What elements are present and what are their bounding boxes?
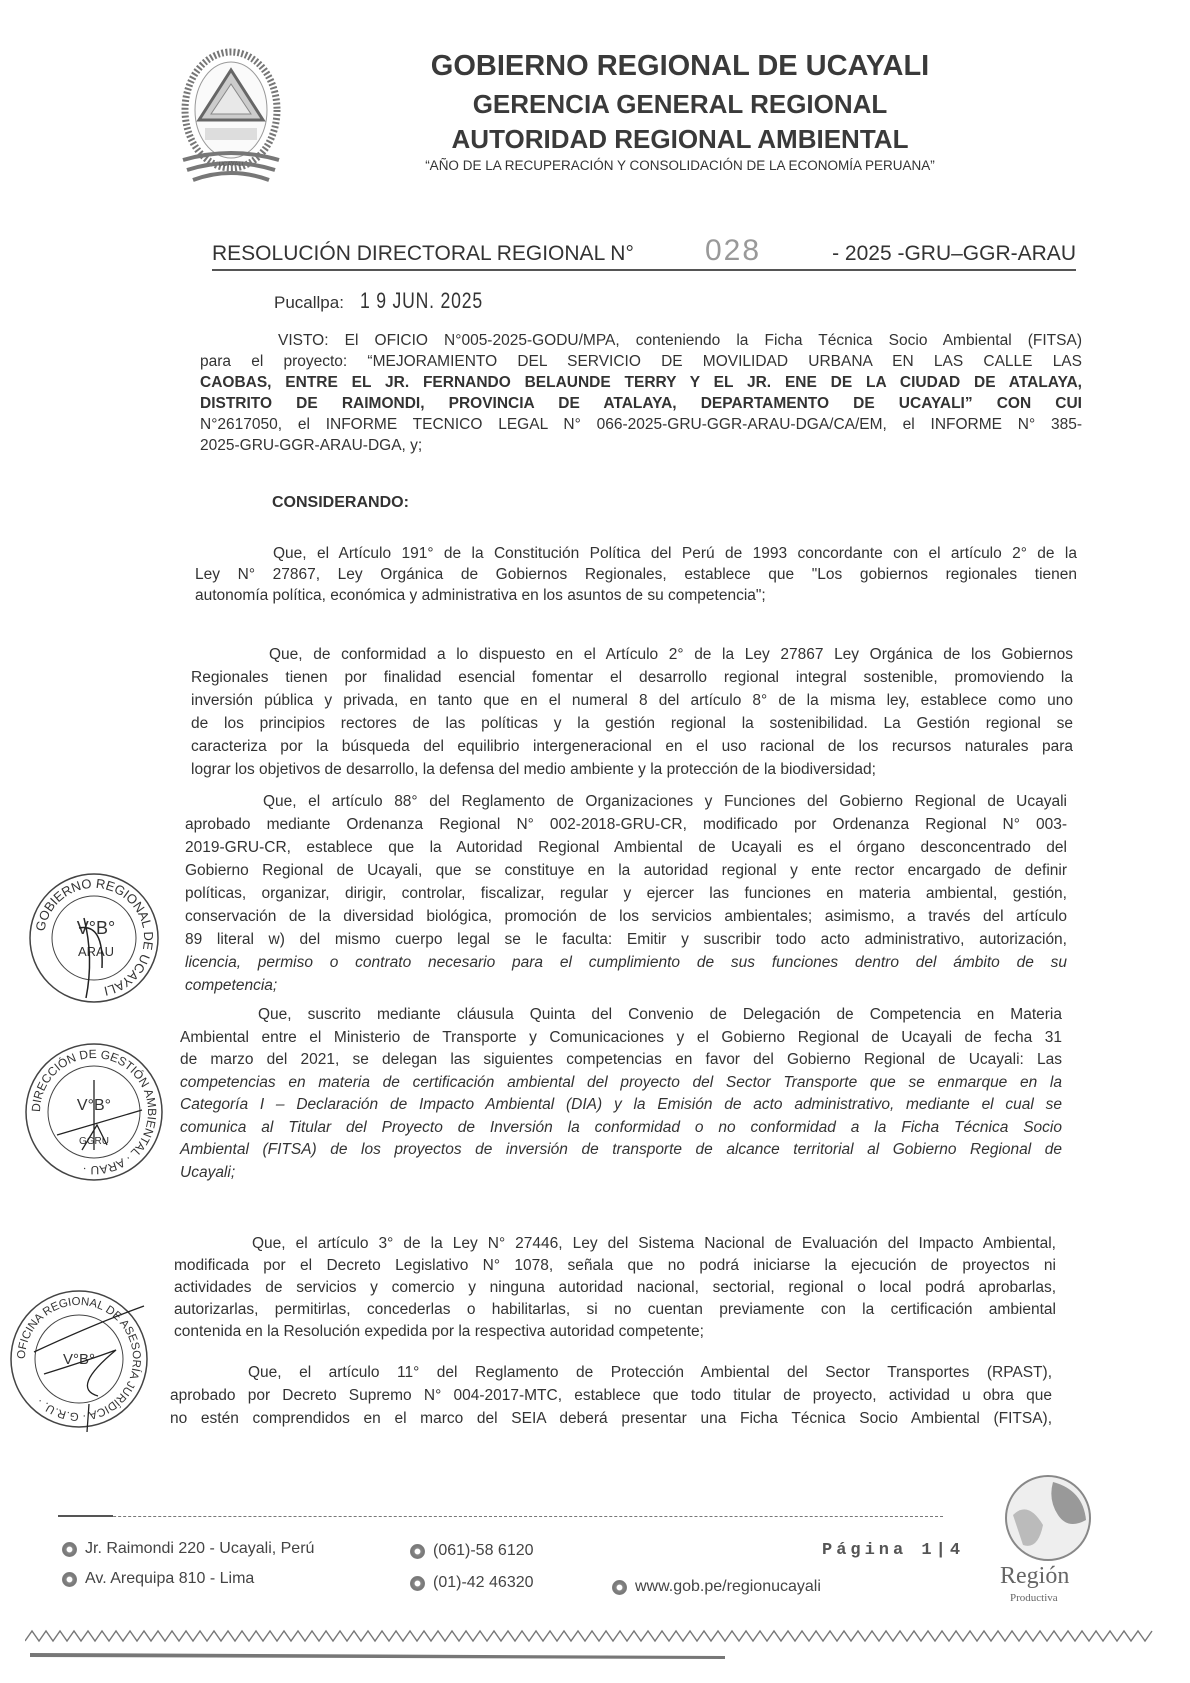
phone-icon <box>410 1576 425 1591</box>
stamp-vobo-text: V°B° <box>76 918 116 938</box>
footer-divider <box>58 1516 943 1517</box>
stamp-sub-text: ARAU <box>77 944 115 959</box>
text-line: lograr los objetivos de desarrollo, la defensa del medio ambiente y la protección de la biodiversidad; <box>191 761 876 778</box>
regional-coat-of-arms-logo <box>175 48 287 196</box>
phone-text: (061)-58 6120 <box>433 1542 534 1559</box>
header-title: GOBIERNO REGIONAL DE UCAYALI <box>430 50 930 82</box>
date-stamp: 1 9 JUN. 2025 <box>360 288 483 313</box>
text-line: Que, suscrito mediante cláusula Quinta del Convenio de Delegación de Competencia en Materia <box>258 1006 1062 1023</box>
stamp-vobo-text: V°B° <box>62 1351 96 1368</box>
text-line: de los principios rectores de las políticas y la gestión regional la sostenibilidad. La Gestión regional se <box>191 715 1073 732</box>
stamp-ring-text: OFICINA REGIONAL DE ASESORÍA JURÍDICA · G.R.U. · <box>15 1295 143 1423</box>
text-line: para el proyecto: “MEJORAMIENTO DEL SERVICIO DE MOVILIDAD URBANA EN LAS CALLE LAS <box>200 353 1082 370</box>
paragraph-6 <box>170 1361 1052 1430</box>
footer-website <box>612 1578 821 1596</box>
footer-address-ucayali <box>62 1540 314 1558</box>
text-line: de marzo del 2021, se delegan las siguientes competencias en favor del Gobierno Regional de Ucayali: Las <box>180 1051 1062 1068</box>
text-line: caracteriza por la búsqueda del equilibrio intergeneracional en el uso racional de los recursos naturales para <box>191 738 1073 755</box>
text-line: Regionales tienen por finalidad esencial fomentar el desarrollo regional integral sostenible, promoviendo la <box>191 669 1073 686</box>
text-line: Que, de conformidad a lo dispuesto en el Artículo 2° de la Ley 27867 Ley Orgánica de los Gobiernos <box>269 646 1073 663</box>
text-line: comunica al Titular del Proyecto de Inversión la conformidad o no conformidad a la Ficha Técnica Socio <box>180 1118 1062 1136</box>
place-label: Pucallpa: <box>274 293 344 312</box>
approval-stamp-legal-office <box>4 1284 154 1434</box>
resolution-title <box>212 234 1076 271</box>
footer-phone-lima <box>410 1574 534 1592</box>
paragraph-3 <box>185 790 1067 997</box>
text-line: actividades de servicios y comercio y ninguna autoridad nacional, sectorial, regional o local podrá aprobarlas, <box>174 1279 1056 1296</box>
text-line: N°2617050, el INFORME TECNICO LEGAL N° 066-2025-GRU-GGR-ARAU-DGA/CA/EM, el INFORME N° 385- <box>200 416 1082 433</box>
region-productiva-globe-logo <box>998 1470 1098 1565</box>
address-text: Av. Arequipa 810 - Lima <box>85 1570 255 1587</box>
text-line: Ambiental entre el Ministerio de Transporte y Comunicaciones y el Gobierno Regional de Ucayali de fecha 31 <box>180 1028 1062 1046</box>
stamp-ring-text: GOBIERNO REGIONAL DE UCAYALI <box>32 875 157 999</box>
text-line: competencia; <box>185 977 278 994</box>
text-line: Gobierno Regional de Ucayali, que se constituye en la autoridad regional y ente rector encargado de definir <box>185 862 1067 879</box>
footer-address-lima <box>62 1570 254 1588</box>
text-line: 2025-GRU-GGR-ARAU-DGA, y; <box>200 437 423 454</box>
resolution-number: 028 <box>704 234 762 267</box>
paragraph-2 <box>191 643 1073 781</box>
text-line: aprobado mediante Ordenanza Regional N° 002-2018-GRU-CR, modificado por Ordenanza Regional N° 003- <box>185 816 1067 833</box>
text-line: conservación de la diversidad biológica, promoción de los servicios ambientales; asimismo, a través del artículo <box>185 908 1067 925</box>
address-text: Jr. Raimondi 220 - Ucayali, Perú <box>85 1540 315 1557</box>
text-line: licencia, permiso o contrato necesario para el cumplimiento de sus funciones dentro del ámbito de su <box>185 954 1067 971</box>
text-line: Que, el artículo 3° de la Ley N° 27446, Ley del Sistema Nacional de Evaluación del Impacto Ambiental, <box>252 1235 1056 1252</box>
location-pin-icon <box>62 1542 77 1557</box>
visto-paragraph <box>200 330 1082 456</box>
text-line: Que, el artículo 88° del Reglamento de Organizaciones y Funciones del Gobierno Regional de Ucayali <box>263 793 1067 810</box>
text-line: 89 literal w) del mismo cuerpo legal se le faculta: Emitir y suscribir todo acto administrativo, autorización, <box>185 931 1067 948</box>
text-line: autorizarlas, permitirlas, concederlas o habilitarlas, si no cuentan previamente con la certificación ambiental <box>174 1301 1056 1318</box>
text-line: autonomía política, económica y administrativa en los asuntos de su competencia"; <box>195 587 766 604</box>
decorative-zigzag-border <box>25 1625 1165 1660</box>
text-line: 2019-GRU-CR, establece que la Autoridad Regional Ambiental de Ucayali es el órgano desconcentrado del <box>185 839 1067 856</box>
header-subtitle: GERENCIA GENERAL REGIONAL <box>472 89 888 119</box>
website-link[interactable]: www.gob.pe/regionucayali <box>635 1578 821 1595</box>
stamp-ring-text: DIRECCIÓN DE GESTIÓN AMBIENTAL · ARAU · <box>28 1046 160 1178</box>
text-line: Que, el Artículo 191° de la Constitución Política del Perú de 1993 concordante con el artículo 2° de la <box>273 545 1077 562</box>
text-line: contenida en la Resolución expedida por la respectiva autoridad competente; <box>174 1323 704 1340</box>
phone-icon <box>410 1544 425 1559</box>
paragraph-4 <box>180 1004 1062 1184</box>
text-line: competencias en materia de certificación ambiental del proyecto del Sector Transporte que se enmarque en la <box>180 1073 1062 1091</box>
logo-text: UCAYALI <box>218 162 244 168</box>
text-line: aprobado por Decreto Supremo N° 004-2017-MTC, establece que todo titular de proyecto, actividad u obra que <box>170 1387 1052 1404</box>
text-line: CAOBAS, ENTRE EL JR. FERNANDO BELAUNDE TERRY Y EL JR. ENE DE LA CIUDAD DE ATALAYA, <box>200 374 1082 391</box>
text-line: inversión pública y privada, en tanto que en el numeral 8 del artículo 8° de la misma ley, establece como uno <box>191 692 1073 709</box>
text-line: Ley N° 27867, Ley Orgánica de Gobiernos Regionales, establece que "Los gobiernos regionales tienen <box>195 566 1077 583</box>
text-line: políticas, organizar, dirigir, controlar, fiscalizar, regular y ejercer las funciones en materia ambiental, gestión, <box>185 885 1067 902</box>
paragraph-1 <box>195 543 1077 606</box>
brand-tagline: Productiva <box>1010 1592 1058 1604</box>
header-authority: AUTORIDAD REGIONAL AMBIENTAL <box>451 124 909 154</box>
page-number: Página 1|4 <box>822 1541 965 1560</box>
header-slogan: “AÑO DE LA RECUPERACIÓN Y CONSOLIDACIÓN DE LA ECONOMÍA PERUANA” <box>425 158 935 173</box>
stamp-sub-text: GGRU <box>79 1136 109 1147</box>
text-line: Ambiental (FITSA) de los proyectos de inversión de transporte de alcance territorial al Gobierno Regional de <box>180 1141 1062 1158</box>
text-line: modificada por el Decreto Legislativo N° 1078, señala que no podrá iniciarse la ejecución de proyectos ni <box>174 1257 1056 1274</box>
text-line: Que, el artículo 11° del Reglamento de Protección Ambiental del Sector Transportes (RPAST), <box>248 1364 1052 1381</box>
stamp-vobo-text: V°B° <box>76 1097 112 1114</box>
globe-icon <box>612 1580 627 1595</box>
approval-stamp-regional-government <box>24 868 164 1008</box>
resolution-suffix: - 2025 -GRU–GGR-ARAU <box>832 242 1076 265</box>
paragraph-5 <box>174 1233 1056 1343</box>
footer-phone-ucayali <box>410 1542 534 1560</box>
text-line: DISTRITO DE RAIMONDI, PROVINCIA DE ATALAYA, DEPARTAMENTO DE UCAYALI” CON CUI <box>200 395 1082 412</box>
text-line: Categoría I – Declaración de Impacto Ambiental (DIA) y la Emisión de acto administrativo, mediante el cual se <box>180 1096 1062 1113</box>
text-line: VISTO: El OFICIO N°005-2025-GODU/MPA, conteniendo la Ficha Técnica Socio Ambiental (FITSA) <box>278 332 1082 349</box>
resolution-prefix: RESOLUCIÓN DIRECTORAL REGIONAL N° <box>212 242 634 265</box>
text-line: no estén comprendidos en el marco del SEIA deberá presentar una Ficha Técnica Socio Ambiental (FITSA), <box>170 1410 1052 1427</box>
considerando-heading: CONSIDERANDO: <box>272 494 409 511</box>
location-pin-icon <box>62 1572 77 1587</box>
text-line: Ucayali; <box>180 1163 236 1181</box>
brand-name: Región <box>1000 1563 1070 1589</box>
approval-stamp-environmental-management <box>22 1040 167 1185</box>
phone-text: (01)-42 46320 <box>433 1574 534 1591</box>
